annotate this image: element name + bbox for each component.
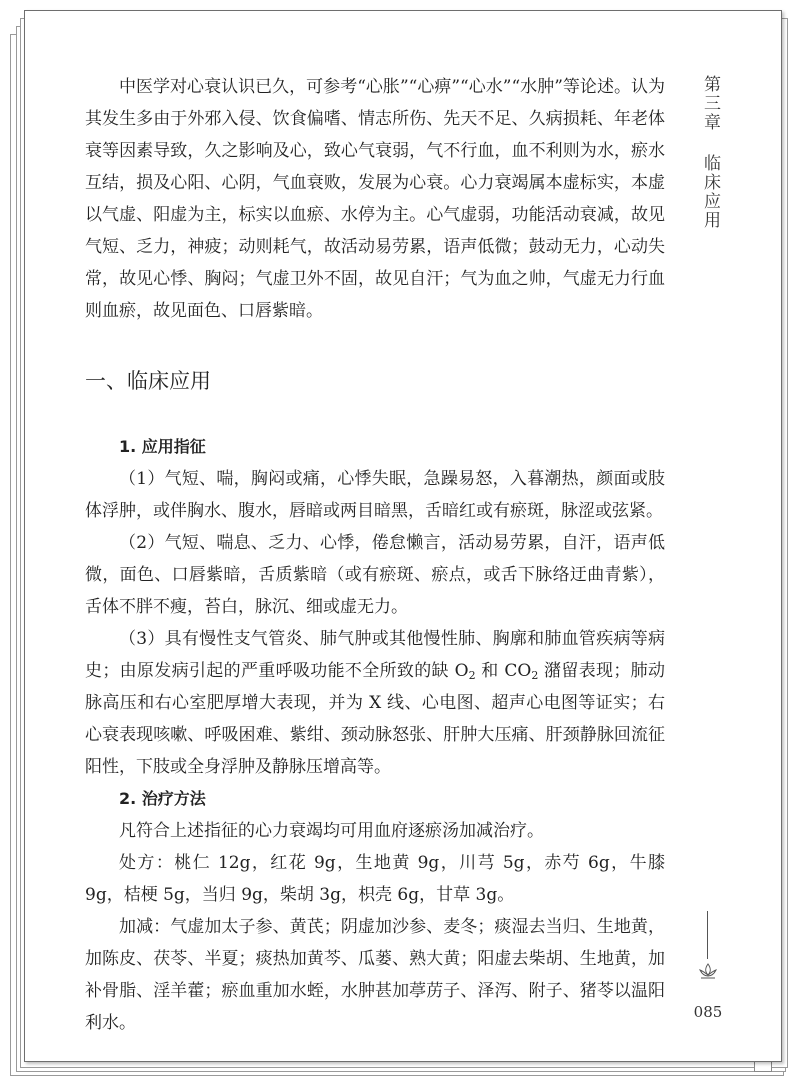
indication-title: 1. 应用指征 [119,437,206,456]
indication-item-2: （2）气短、喘息、乏力、心悸，倦怠懒言，活动易劳累，自汗，语声低微，面色、口唇紫暗，舌质紫暗（或有瘀斑、瘀点，或舌下脉络迂曲青紫），舌体不胖不瘦，苔白，脉沉、细或虚无力。 [85,533,665,617]
side-chapter-label [693,75,723,230]
book-page [24,10,782,1062]
treatment-title: 2. 治疗方法 [119,789,206,808]
section-title: 一、临床应用 [85,369,211,393]
o2-subscript: 2 [468,669,476,682]
indication-item-3-a: （3）具有慢性支气管炎、肺气肿或其他慢性肺、胸廓和肺血管疾病等病史；由原发病引起的严重呼吸功能不全所致的缺 O [85,629,665,681]
indication-item-3 [85,623,665,783]
side-chapter-number: 第三章 [700,75,720,132]
prescription-paragraph: 处方：桃仁 12g，红花 9g，生地黄 9g，川芎 5g，赤芍 6g，牛膝 9g，桔梗 5g，当归 9g，柴胡 3g，枳壳 6g，甘草 3g。 [85,853,665,905]
intro-paragraph: 中医学对心衰认识已久，可参考“心胀”“心痹”“心水”“水肿”等论述。认为其发生多由于外邪入侵、饮食偏嗜、情志所伤、先天不足、久病损耗、年老体衰等因素导致，久之影响及心，致心气衰弱，气不行血，血不利则为水，瘀水互结，损及心阳、心阴，气血衰败，发展为心衰。心力衰竭属本虚标实，本虚以气虚、阳虚为主，标实以血瘀、水停为主。心气虚弱，功能活动衰减，故见气短、乏力，神疲；动则耗气，故活动易劳累，语声低微；鼓动无力，心动失常，故见心悸、胸闷；气虚卫外不固，故见自汗；气为血之帅，气虚无力行血则血瘀，故见面色、口唇紫暗。 [85,77,665,321]
side-chapter-title: 临床应用 [700,154,720,230]
indication-item-1: （1）气短、喘，胸闷或痛，心悸失眠，急躁易怒，入暮潮热，颜面或肢体浮肿，或伴胸水、腹水，唇暗或两目暗黑，舌暗红或有瘀斑，脉涩或弦紧。 [85,469,665,521]
page-number: 085 [693,1003,723,1021]
lotus-ornament-icon [697,961,719,981]
modification-paragraph: 加减：气虚加太子参、黄芪；阴虚加沙参、麦冬；痰湿去当归、生地黄，加陈皮、茯苓、半夏；痰热加黄芩、瓜蒌、熟大黄；阳虚去柴胡、生地黄，加补骨脂、淫羊藿；瘀血重加水蛭，水肿甚加葶苈子、泽泻、附子、猪苓以温阳利水。 [85,917,665,1033]
co2-subscript: 2 [531,669,539,682]
indication-item-3-c: 潴留表现；肺动脉高压和右心室肥厚增大表现，并为 X 线、心电图、超声心电图等证实；右心衰表现咳嗽、呼吸困难、紫绀、颈动脉怒张、肝肿大压痛、肝颈静脉回流征阳性，下肢或全身浮肿及静脉压增高等。 [85,661,666,777]
indication-item-3-b: 和 CO [475,661,532,681]
side-divider-line [707,911,708,959]
page-body [85,71,665,1039]
treatment-line-1: 凡符合上述指征的心力衰竭均可用血府逐瘀汤加减治疗。 [119,821,544,841]
